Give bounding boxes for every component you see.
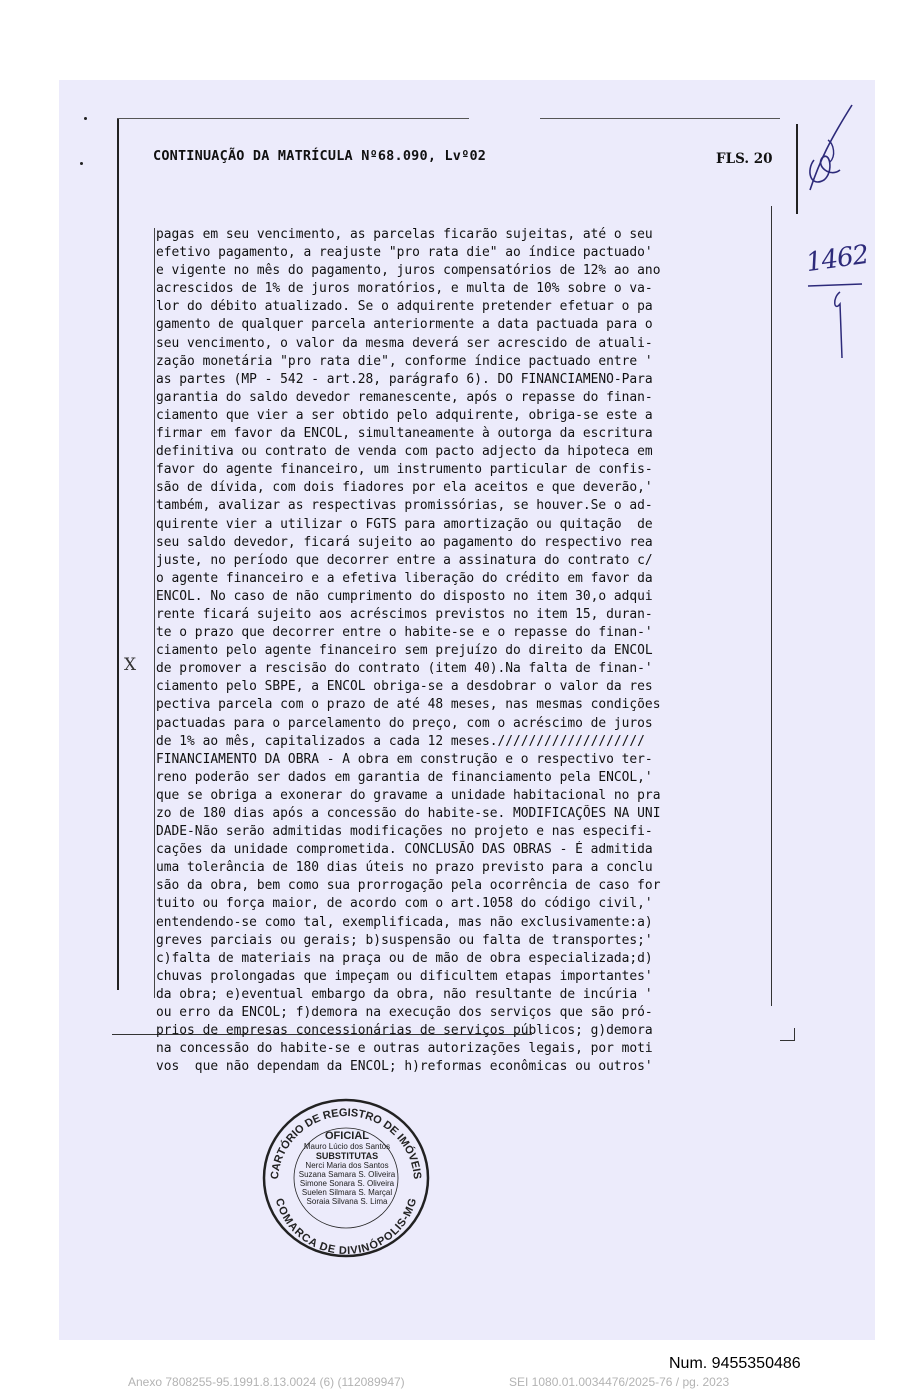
body-text-line: também, avalizar as respectivas promissórias, se houver.Se o ad-: [156, 498, 653, 514]
stamp-substitute-name: Simone Sonara S. Oliveira: [299, 1179, 395, 1188]
handwritten-margin-mark: X: [124, 655, 137, 675]
body-text-line: pactuadas para o parcelamento do preço, com o acréscimo de juros: [156, 715, 653, 731]
body-text-line: são da obra, bem como sua prorrogação pela ocorrência de caso for: [156, 878, 661, 894]
body-text-line: reno poderão ser dados em garantia de financiamento pela ENCOL,': [156, 769, 653, 785]
body-text-line: de 1% ao mês, capitalizados a cada 12 meses.///////////////////: [156, 733, 645, 749]
stamp-subtitle: SUBSTITUTAS: [315, 1151, 379, 1161]
body-text-line: rente ficará sujeito aos acréscimos previstos no item 15, duran-: [156, 606, 653, 622]
body-text-line: prios de empresas concessionárias de serviços públicos; g)demora: [156, 1023, 653, 1039]
body-text-line: seu vencimento, o valor da mesma deverá ser acrescido de atuali-: [156, 335, 653, 351]
body-text-line: ciamento pelo SBPE, a ENCOL obriga-se a desdobrar o valor da res: [156, 679, 653, 695]
body-text-line: greves parciais ou gerais; b)suspensão ou falta de transportes;': [156, 932, 653, 948]
top-border-line: [117, 118, 469, 119]
notary-stamp: [262, 1098, 430, 1258]
body-text-line: cações da unidade comprometida. CONCLUSÃO DAS OBRAS - É admitida: [156, 842, 653, 858]
body-text-line: que se obriga a exonerar do gravame a unidade habitacional no pra: [156, 787, 661, 803]
folio-number: FLS. 20: [716, 151, 773, 167]
body-text-line: de promover a rescisão do contrato (item 40).Na falta de finan-': [156, 661, 653, 677]
scan-dot: [84, 117, 87, 120]
scan-dot: [80, 162, 83, 165]
body-text-line: zo de 180 dias após a concessão do habite-se. MODIFICAÇÕES NA UNI: [156, 806, 661, 821]
bottom-right-corner: [780, 1040, 794, 1041]
stamp-ring-bottom-text: COMARCA DE DIVINÓPOLIS-MG: [272, 1196, 420, 1258]
body-text-line: chuvas prolongadas que impeçam ou dificultem etapas importantes': [156, 968, 653, 984]
body-text-line: juste, no período que decorrer entre a assinatura do contrato c/: [156, 552, 653, 568]
body-text-line: entendendo-se como tal, exemplificada, mas não exclusivamente:a): [156, 914, 653, 930]
body-text-line: uma tolerância de 180 dias úteis no prazo previsto para a conclu: [156, 860, 653, 876]
handwritten-signature: [800, 100, 860, 200]
body-text-line: favor do agente financeiro, um instrumento particular de confis-: [156, 462, 653, 478]
body-text-line: pagas em seu vencimento, as parcelas ficarão sujeitas, até o seu: [156, 227, 653, 242]
stamp-ring-top-text: CARTÓRIO DE REGISTRO DE IMÓVEIS: [268, 1106, 424, 1180]
body-text-line: ENCOL. No caso de não cumprimento do disposto no item 30,o adqui: [156, 588, 653, 604]
body-text-line: tuito ou força maior, de acordo com o art.1058 do código civil,': [156, 896, 653, 912]
body-text-line: gamento de qualquer parcela anteriormente a data pactuada para o: [156, 317, 653, 333]
body-text-line: firmar em favor da ENCOL, simultaneamente à outorga da escritura: [156, 426, 653, 442]
sei-reference: SEI 1080.01.0034476/2025-76 / pg. 2023: [509, 1375, 730, 1389]
stamp-center: [292, 1128, 402, 1228]
body-text-line: FINANCIAMENTO DA OBRA - A obra em construção e o respectivo ter-: [156, 751, 653, 767]
body-text-line: DADE-Não serão admitidas modificações no projeto e nas especifi-: [156, 824, 653, 840]
stamp-substitute-name: Nerci Maria dos Santos: [305, 1161, 389, 1170]
body-text-line: e vigente no mês do pagamento, juros compensatórios de 12% ao ano: [156, 263, 661, 279]
stamp-substitute-name: Soraia Silvana S. Lima: [306, 1197, 388, 1206]
body-text-line: garantia do saldo devedor remanescente, após o repasse do finan-: [156, 389, 653, 405]
body-text-line: as partes (MP - 542 - art.28, parágrafo 6). DO FINANCIAMENO-Para: [156, 371, 653, 387]
matricula-header: CONTINUAÇÃO DA MATRÍCULA Nº68.090, Lvº02: [153, 148, 487, 164]
body-text-line: c)falta de materiais na praça ou de mão de obra especializada;d): [156, 950, 653, 966]
body-text-line: ciamento que vier a ser obtido pelo adquirente, obriga-se este a: [156, 407, 653, 423]
document-number: Num. 9455350486: [669, 1355, 801, 1372]
right-vertical-rule-lower: [771, 206, 772, 1006]
stamp-title: OFICIAL: [325, 1130, 369, 1142]
body-text-line: seu saldo devedor, ficará sujeito ao pagamento do respectivo rea: [156, 534, 653, 550]
body-text-line: acrescidos de 1% de juros moratórios, e multa de 10% sobre o va-: [156, 281, 653, 297]
right-vertical-rule: [796, 124, 798, 214]
stamp-substitute-name: Suelen Silmara S. Marçal: [301, 1188, 393, 1197]
body-text-line: vos que não dependam da ENCOL; h)reformas econômicas ou outros': [156, 1059, 653, 1075]
bottom-right-corner-v: [794, 1028, 795, 1041]
left-text-bar: [154, 228, 155, 998]
handwritten-number: 1462: [804, 239, 870, 279]
body-text-line: da obra; e)eventual embargo da obra, não resultante de incúria ': [156, 986, 653, 1002]
stamp-official-name: Mauro Lúcio dos Santos: [303, 1142, 391, 1151]
body-text-line: zação monetária "pro rata die", conforme índice pactuado entre ': [156, 353, 653, 369]
body-text-line: pectiva parcela com o prazo de até 48 meses, nas mesmas condições: [156, 697, 661, 713]
body-text-line: quirente vier a utilizar o FGTS para amortização ou quitação de: [156, 516, 653, 532]
body-text-line: ou erro da ENCOL; f)demora na execução dos serviços que são pró-: [156, 1005, 653, 1021]
body-text-line: são de dívida, com dois fiadores por ela aceitos e que deverão,': [156, 480, 653, 496]
body-text-line: definitiva ou contrato de venda com pacto adjecto da hipoteca em: [156, 444, 653, 460]
body-text-line: efetivo pagamento, a reajuste "pro rata die" ao índice pactuado': [156, 245, 653, 261]
body-text-line: ciamento pelo agente financeiro sem prejuízo do direito da ENCOL: [156, 643, 653, 659]
body-text-line: te o prazo que decorrer entre o habite-se e o repasse do finan-': [156, 625, 653, 641]
registry-body-text: [156, 226, 770, 1076]
body-text-line: na concessão do habite-se e outras autorizações legais, por moti: [156, 1041, 653, 1057]
anexo-reference: Anexo 7808255-95.1991.8.13.0024 (6) (112089947): [128, 1375, 405, 1389]
body-text-line: o agente financeiro e a efetiva liberação do crédito em favor da: [156, 570, 653, 586]
body-text-line: lor do débito atualizado. Se o adquirente pretender efetuar o pa: [156, 299, 653, 315]
stamp-substitute-name: Suzana Samara S. Oliveira: [298, 1170, 396, 1179]
handwritten-underline-stroke: [806, 282, 866, 362]
top-rule: [117, 118, 119, 990]
top-border-line-right: [540, 118, 780, 119]
